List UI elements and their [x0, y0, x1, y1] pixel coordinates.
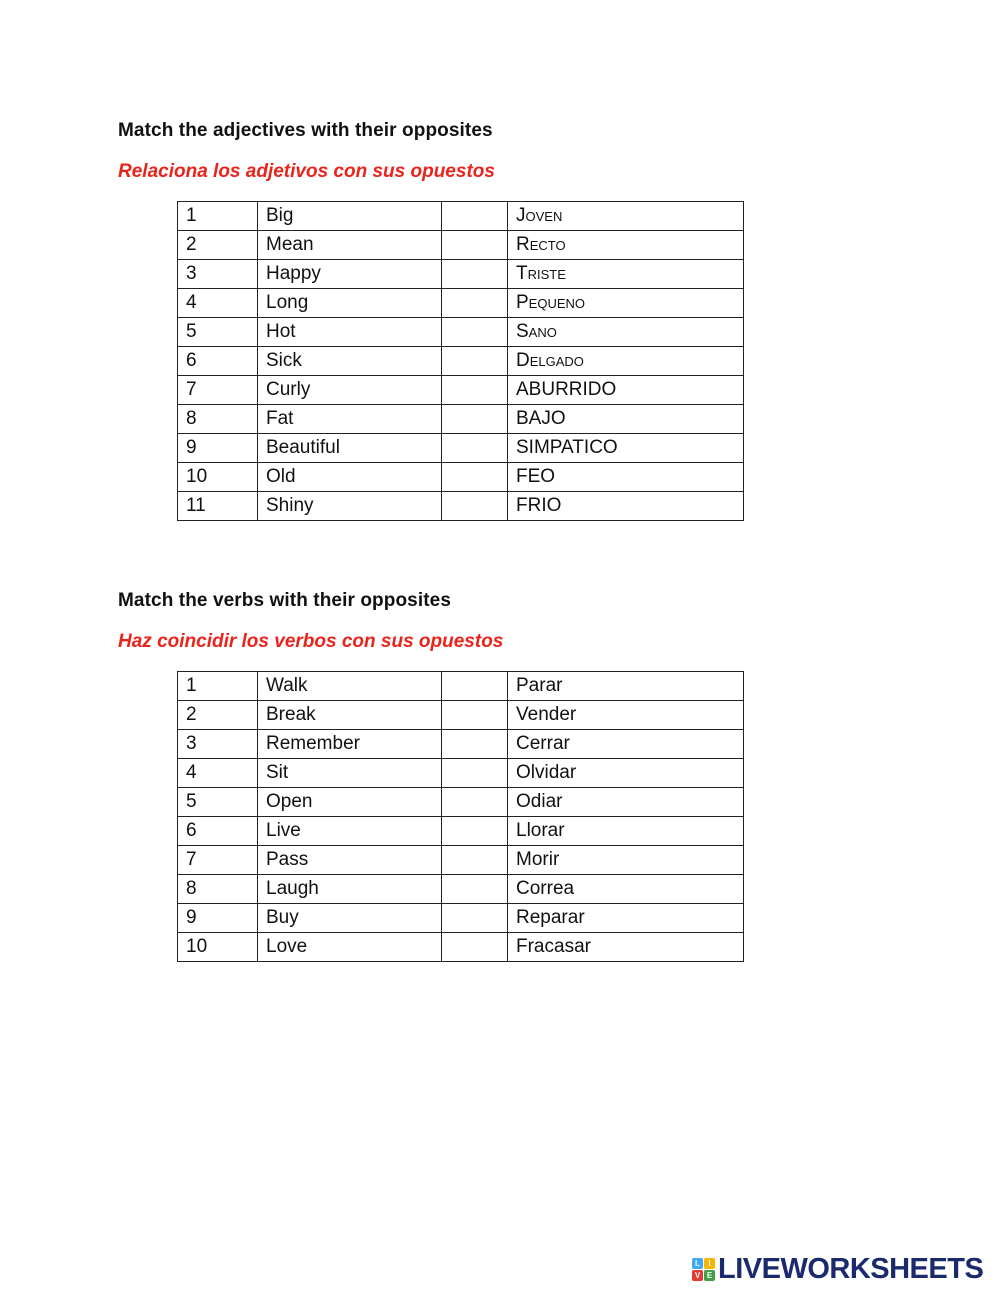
row-word: Love: [258, 933, 442, 962]
adjectives-table: [177, 201, 744, 521]
verbs-subtitle: Haz coincidir los verbos con sus opuestos: [118, 631, 504, 652]
liveworksheets-logo[interactable]: [692, 1254, 983, 1284]
table-row: [178, 289, 744, 318]
logo-text: LIVEWORKSHEETS: [718, 1252, 984, 1285]
row-word: Laugh: [258, 875, 442, 904]
answer-cell[interactable]: [442, 318, 508, 347]
row-word: Happy: [258, 260, 442, 289]
logo-tile: L: [692, 1258, 703, 1269]
row-word: Sit: [258, 759, 442, 788]
table-row: [178, 904, 744, 933]
table-row: [178, 376, 744, 405]
table-row: [178, 405, 744, 434]
answer-cell[interactable]: [442, 463, 508, 492]
row-number: 5: [178, 788, 258, 817]
verbs-table: [177, 671, 744, 962]
row-word: Pass: [258, 846, 442, 875]
row-word: Open: [258, 788, 442, 817]
table-row: [178, 231, 744, 260]
row-opposite: Joven: [508, 202, 744, 231]
table-row: [178, 701, 744, 730]
row-word: Old: [258, 463, 442, 492]
row-number: 7: [178, 376, 258, 405]
table-row: [178, 202, 744, 231]
answer-cell[interactable]: [442, 376, 508, 405]
row-word: Live: [258, 817, 442, 846]
row-opposite: Sano: [508, 318, 744, 347]
answer-cell[interactable]: [442, 434, 508, 463]
row-opposite: BAJO: [508, 405, 744, 434]
row-word: Shiny: [258, 492, 442, 521]
answer-cell[interactable]: [442, 846, 508, 875]
table-row: [178, 260, 744, 289]
row-opposite: FEO: [508, 463, 744, 492]
row-word: Beautiful: [258, 434, 442, 463]
row-word: Remember: [258, 730, 442, 759]
row-opposite: FRIO: [508, 492, 744, 521]
answer-cell[interactable]: [442, 875, 508, 904]
answer-cell[interactable]: [442, 260, 508, 289]
table-row: [178, 347, 744, 376]
row-opposite: Recto: [508, 231, 744, 260]
row-opposite: Triste: [508, 260, 744, 289]
row-number: 10: [178, 933, 258, 962]
row-number: 2: [178, 701, 258, 730]
table-row: [178, 730, 744, 759]
row-number: 5: [178, 318, 258, 347]
row-number: 11: [178, 492, 258, 521]
answer-cell[interactable]: [442, 701, 508, 730]
answer-cell[interactable]: [442, 405, 508, 434]
row-number: 4: [178, 759, 258, 788]
row-opposite: Pequeno: [508, 289, 744, 318]
row-opposite: Fracasar: [508, 933, 744, 962]
adjectives-subtitle: Relaciona los adjetivos con sus opuestos: [118, 161, 495, 182]
answer-cell[interactable]: [442, 202, 508, 231]
row-number: 8: [178, 405, 258, 434]
row-number: 8: [178, 875, 258, 904]
row-opposite: Delgado: [508, 347, 744, 376]
logo-tile: E: [704, 1270, 715, 1281]
row-opposite: Reparar: [508, 904, 744, 933]
row-number: 2: [178, 231, 258, 260]
row-number: 1: [178, 672, 258, 701]
row-number: 7: [178, 846, 258, 875]
answer-cell[interactable]: [442, 759, 508, 788]
row-number: 9: [178, 434, 258, 463]
table-row: [178, 788, 744, 817]
answer-cell[interactable]: [442, 289, 508, 318]
verbs-title: Match the verbs with their opposites: [118, 590, 451, 611]
answer-cell[interactable]: [442, 904, 508, 933]
answer-cell[interactable]: [442, 672, 508, 701]
row-opposite: Olvidar: [508, 759, 744, 788]
table-row: [178, 318, 744, 347]
answer-cell[interactable]: [442, 730, 508, 759]
row-number: 1: [178, 202, 258, 231]
row-word: Hot: [258, 318, 442, 347]
table-row: [178, 434, 744, 463]
table-row: [178, 875, 744, 904]
row-word: Curly: [258, 376, 442, 405]
row-number: 6: [178, 817, 258, 846]
answer-cell[interactable]: [442, 347, 508, 376]
row-opposite: Llorar: [508, 817, 744, 846]
table-row: [178, 933, 744, 962]
row-opposite: SIMPATICO: [508, 434, 744, 463]
table-row: [178, 463, 744, 492]
row-word: Sick: [258, 347, 442, 376]
row-number: 6: [178, 347, 258, 376]
row-number: 10: [178, 463, 258, 492]
row-opposite: Morir: [508, 846, 744, 875]
logo-tile: I: [704, 1258, 715, 1269]
adjectives-title: Match the adjectives with their opposites: [118, 120, 493, 141]
row-number: 3: [178, 260, 258, 289]
table-row: [178, 817, 744, 846]
row-number: 3: [178, 730, 258, 759]
row-number: 9: [178, 904, 258, 933]
table-row: [178, 846, 744, 875]
row-number: 4: [178, 289, 258, 318]
verbs-table-body: [178, 672, 744, 962]
answer-cell[interactable]: [442, 933, 508, 962]
table-row: [178, 492, 744, 521]
row-word: Long: [258, 289, 442, 318]
answer-cell[interactable]: [442, 231, 508, 260]
row-word: Walk: [258, 672, 442, 701]
logo-grid-icon: [692, 1258, 715, 1281]
row-opposite: Correa: [508, 875, 744, 904]
adjectives-table-body: [178, 202, 744, 521]
row-word: Break: [258, 701, 442, 730]
row-opposite: ABURRIDO: [508, 376, 744, 405]
row-opposite: Odiar: [508, 788, 744, 817]
row-word: Big: [258, 202, 442, 231]
answer-cell[interactable]: [442, 492, 508, 521]
row-word: Buy: [258, 904, 442, 933]
logo-tile: V: [692, 1270, 703, 1281]
row-opposite: Cerrar: [508, 730, 744, 759]
row-word: Mean: [258, 231, 442, 260]
row-word: Fat: [258, 405, 442, 434]
table-row: [178, 672, 744, 701]
answer-cell[interactable]: [442, 788, 508, 817]
row-opposite: Parar: [508, 672, 744, 701]
table-row: [178, 759, 744, 788]
answer-cell[interactable]: [442, 817, 508, 846]
row-opposite: Vender: [508, 701, 744, 730]
